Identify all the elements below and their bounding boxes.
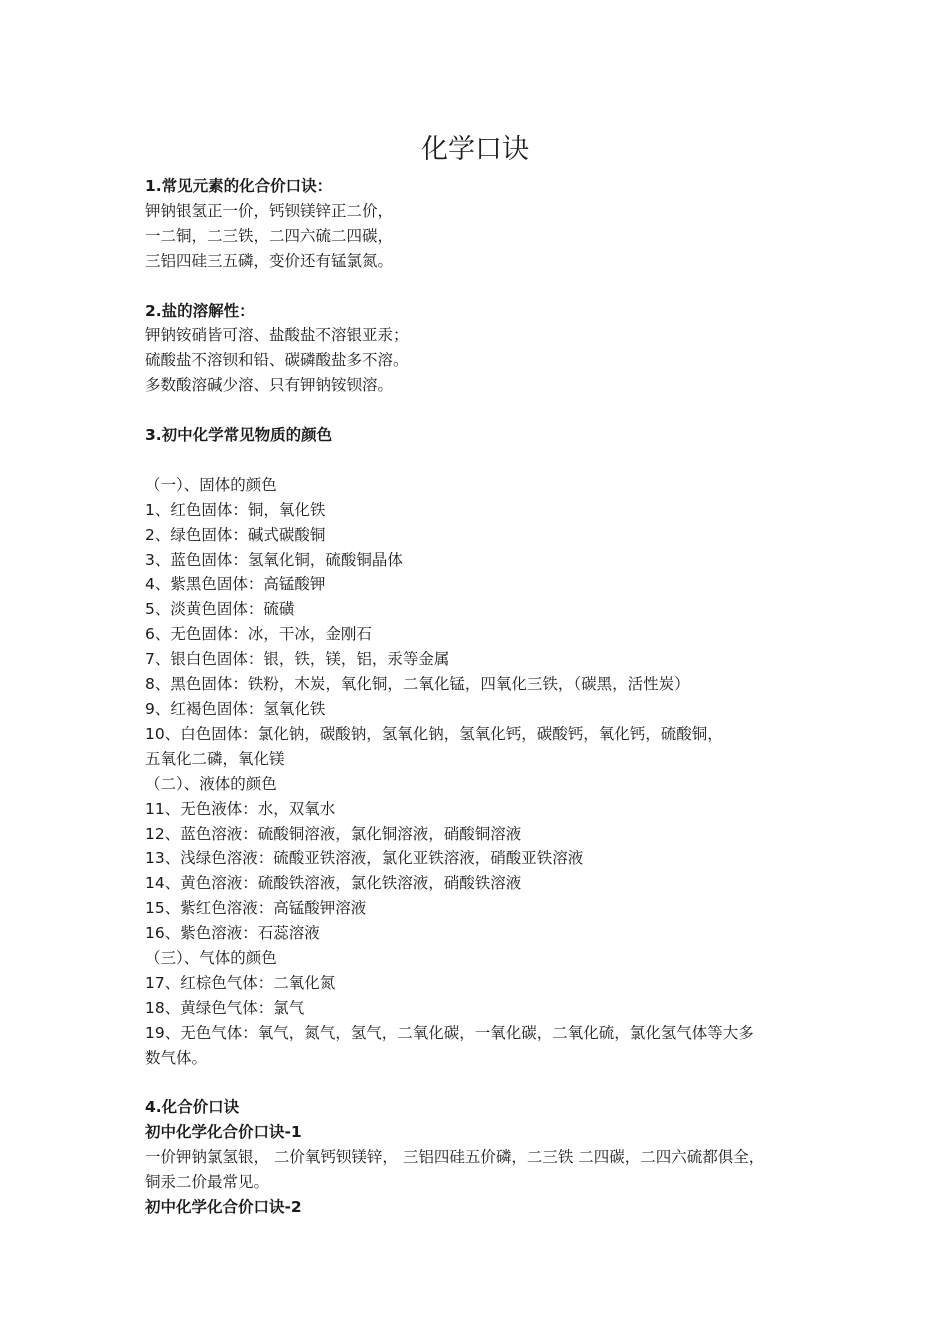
liquid-color-item: 12、蓝色溶液：硫酸铜溶液，氯化铜溶液，硝酸铜溶液 [145, 824, 522, 843]
solid-color-item: 3、蓝色固体：氢氧化铜，硫酸铜晶体 [145, 550, 403, 569]
section-3-heading: 3.初中化学常见物质的颜色 [145, 426, 333, 445]
section-2-heading: 2.盐的溶解性： [145, 301, 255, 320]
section-2-line: 钾钠铵硝皆可溶、盐酸盐不溶银亚汞； [145, 326, 409, 345]
section-1-line: 一二铜，二三铁，二四六硫二四碳， [145, 226, 394, 245]
liquid-color-item: 11、无色液体：水，双氧水 [145, 799, 336, 818]
solid-color-item: 10、白色固体：氯化钠，碳酸钠，氢氧化钠，氢氧化钙，碳酸钙，氧化钙，硫酸铜， [145, 724, 723, 743]
gas-colors-subheading: （三）、气体的颜色 [145, 949, 277, 968]
solid-color-item-continued: 五氧化二磷，氧化镁 [145, 749, 285, 768]
liquid-colors-subheading: （二）、液体的颜色 [145, 774, 277, 793]
paragraph-gap [145, 398, 825, 423]
section-2-line: 硫酸盐不溶钡和铅、碳磷酸盐多不溶。 [145, 351, 409, 370]
document-body [145, 174, 825, 1220]
solid-color-item: 4、紫黑色固体：高锰酸钾 [145, 575, 326, 594]
valence-rhyme-2-heading: 初中化学化合价口诀-2 [145, 1198, 302, 1217]
solid-color-item: 1、红色固体：铜，氧化铁 [145, 500, 326, 519]
liquid-color-item: 13、浅绿色溶液：硫酸亚铁溶液，氯化亚铁溶液，硝酸亚铁溶液 [145, 849, 584, 868]
liquid-color-item: 14、黄色溶液：硫酸铁溶液，氯化铁溶液，硝酸铁溶液 [145, 874, 522, 893]
valence-rhyme-line: 铜汞二价最常见。 [145, 1173, 270, 1192]
section-1-heading: 1.常见元素的化合价口诀： [145, 177, 333, 195]
liquid-color-item: 15、紫红色溶液：高锰酸钾溶液 [145, 899, 367, 918]
solid-color-item: 6、无色固体：冰，干冰，金刚石 [145, 625, 372, 644]
solid-color-item: 5、淡黄色固体：硫磺 [145, 600, 295, 619]
paragraph-gap [145, 1071, 825, 1096]
section-1-line: 钾钠银氢正一价，钙钡镁锌正二价， [145, 201, 394, 220]
section-1-line: 三铝四硅三五磷，变价还有锰氯氮。 [145, 251, 394, 270]
section-4-heading: 4.化合价口诀 [145, 1098, 240, 1117]
solid-color-item: 9、红褐色固体：氢氧化铁 [145, 699, 326, 718]
gas-color-item-continued: 数气体。 [145, 1048, 208, 1067]
liquid-color-item: 16、紫色溶液：石蕊溶液 [145, 924, 320, 943]
valence-rhyme-line: 一价钾钠氯氢银， 二价氧钙钡镁锌， 三铝四硅五价磷，二三铁 二四碳，二四六硫都俱全， [145, 1148, 765, 1167]
solid-color-item: 2、绿色固体：碱式碳酸铜 [145, 525, 326, 544]
gas-color-item: 19、无色气体：氧气，氮气，氢气，二氧化碳，一氧化碳，二氧化硫，氯化氢气体等大多 [145, 1023, 754, 1042]
document-title: 化学口诀 [421, 134, 529, 165]
section-2-line: 多数酸溶碱少溶、只有钾钠铵钡溶。 [145, 376, 394, 395]
paragraph-gap [145, 274, 825, 299]
gas-color-item: 17、红棕色气体：二氧化氮 [145, 973, 336, 992]
paragraph-gap [145, 448, 825, 473]
gas-color-item: 18、黄绿色气体：氯气 [145, 998, 305, 1017]
solid-color-item: 7、银白色固体：银，铁，镁，铝，汞等金属 [145, 650, 450, 669]
valence-rhyme-1-heading: 初中化学化合价口诀-1 [145, 1123, 302, 1142]
solid-colors-subheading: （一）、固体的颜色 [145, 475, 277, 494]
solid-color-item: 8、黑色固体：铁粉，木炭，氧化铜，二氧化锰，四氧化三铁，（碳黑，活性炭） [145, 675, 690, 694]
